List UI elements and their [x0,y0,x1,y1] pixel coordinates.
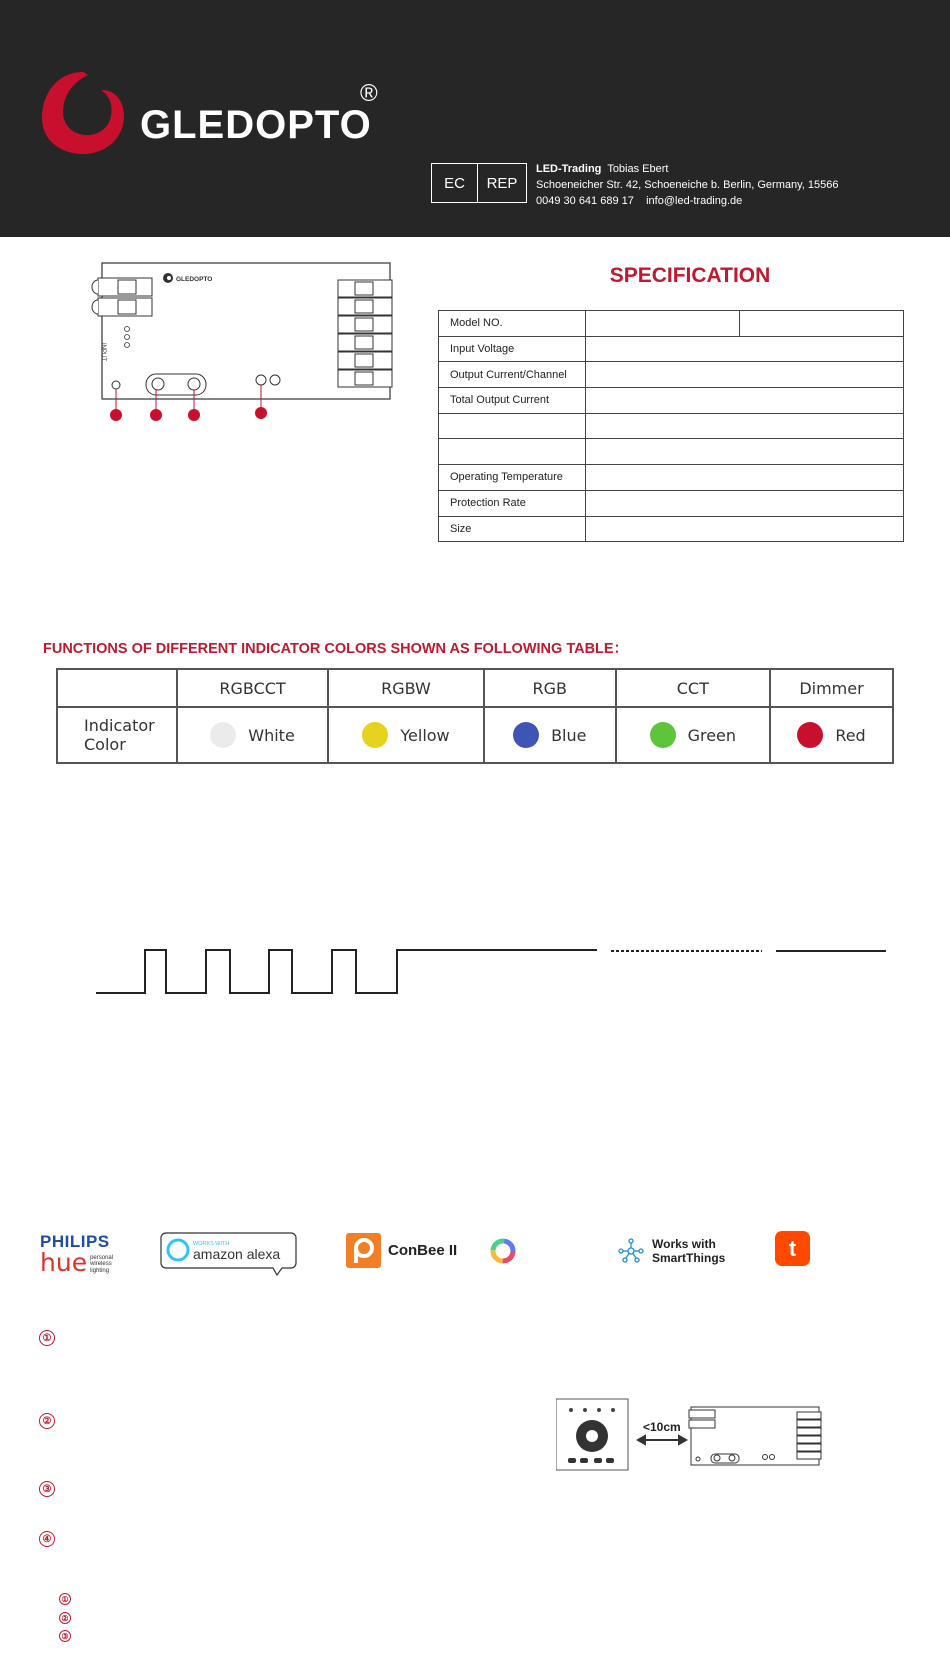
table-corner [57,669,177,707]
yellow-dot-icon [362,722,388,748]
step-number-4: ④ [39,1531,55,1547]
table-row [439,439,904,465]
controller-device-diagram [90,258,410,428]
color-cell [177,707,328,763]
color-name: Yellow [400,725,450,745]
specification-table [438,310,904,542]
mode-header: RGBW [328,669,484,707]
spec-value [586,388,904,414]
controller-small-icon [689,1407,821,1465]
spec-label: Model NO. [439,311,586,337]
color-name: Green [687,725,737,745]
spec-value-extra [740,311,904,337]
table-row [57,707,893,763]
registered-mark: ® [360,80,378,107]
spec-label [439,439,586,465]
conbee-text: ConBee II [388,1242,458,1259]
table-header-row [57,669,893,707]
hue-tagline: personal [90,1254,114,1261]
smartthings-icon [618,1238,644,1264]
step-number-3: ③ [39,1481,55,1497]
white-dot-icon [210,722,236,748]
spec-value [586,311,740,337]
sensor-icon [270,375,280,385]
ec-rep-info [536,161,838,209]
alexa-small-text: WORKS WITH [193,1241,230,1247]
spec-label: Total Output Current [439,388,586,414]
mode-header: Dimmer [770,669,893,707]
ec-label: EC [432,164,478,202]
color-name: White [248,725,295,745]
green-dot-icon [650,722,676,748]
red-dot-icon [797,722,823,748]
table-row [439,311,904,337]
table-row [439,465,904,491]
rep-label: REP [486,174,518,192]
spec-label: Size [439,516,586,542]
spec-value [586,516,904,542]
table-row [439,413,904,439]
indicator-color-table [56,668,894,764]
mode-header: RGB [484,669,616,707]
rep-company: LED-Trading [536,163,602,175]
input-label: INPUT [100,343,106,361]
substep-number-2: ② [59,1612,71,1624]
pairing-distance-label: <10cm [643,1420,681,1434]
table-row [439,516,904,542]
spec-label: Operating Temperature [439,465,586,491]
spec-label: Input Voltage [439,336,586,362]
mode-header: CCT [616,669,770,707]
button-left-icon [152,378,164,390]
gledopto-logo-icon [38,68,128,158]
philips-word: PHILIPS [40,1232,110,1251]
compatibility-logos [0,1225,950,1285]
indicator-led-icon [112,381,120,389]
pairing-distance-diagram [556,1398,826,1472]
color-cell [770,707,893,763]
smartthings-logo [618,1237,725,1265]
ec-rep-box [431,163,527,203]
device-logo-icon [163,273,173,283]
spec-value [586,490,904,516]
hue-word: hue [40,1248,88,1277]
brand-name: GLEDOPTO [140,103,372,147]
remote-panel-icon [556,1399,628,1470]
rep-person: Tobias Ebert [607,163,669,175]
button-right-icon [188,378,200,390]
spec-value [586,413,904,439]
color-name: Red [835,725,866,745]
color-name: Blue [551,725,587,745]
color-cell [484,707,616,763]
color-cell [328,707,484,763]
hue-tagline: wireless [90,1261,112,1267]
amazon-alexa-logo [160,1231,298,1277]
spec-label: Output Current/Channel [439,362,586,388]
step-number-1: ① [39,1330,55,1346]
row-label: Indicator Color [57,707,177,763]
conbee-logo [346,1233,457,1268]
rep-email: info@led-trading.de [646,195,743,207]
smartthings-line1: Works with [652,1237,716,1251]
rep-phone: 0049 30 641 689 17 [536,195,634,207]
spec-label: Protection Rate [439,490,586,516]
alexa-text: amazon alexa [193,1246,281,1262]
spec-value [586,362,904,388]
blue-dot-icon [513,722,539,748]
philips-hue-logo [40,1232,114,1277]
table-row [439,362,904,388]
substep-number-3: ③ [59,1630,71,1642]
device-brand: GLEDOPTO [176,276,213,283]
smartthings-line2: SmartThings [652,1251,726,1265]
hue-tagline: lighting [90,1267,110,1274]
header-banner [0,0,950,237]
signal-waveform-diagram [94,940,894,1000]
specification-title: SPECIFICATION [609,264,771,287]
output-terminals [338,280,392,387]
color-ring-logo-icon [489,1237,517,1265]
sensor-icon [256,375,266,385]
spec-value [586,465,904,491]
spec-value [586,336,904,362]
table-row [439,490,904,516]
functions-heading: FUNCTIONS OF DIFFERENT INDICATOR COLORS SHOWN AS FOLLOWING TABLE： [43,641,629,657]
conbee-icon [346,1233,381,1268]
spec-value [586,439,904,465]
step-number-2: ② [39,1413,55,1429]
table-row [439,336,904,362]
rep-address: Schoeneicher Str. 42, Schoeneiche b. Berlin, Germany, 15566 [536,179,839,191]
spec-label [439,413,586,439]
double-arrow-icon [638,1436,686,1444]
mode-header: RGBCCT [177,669,328,707]
table-row [439,388,904,414]
tuya-logo-icon: t [775,1231,810,1266]
substep-number-1: ① [59,1593,71,1605]
color-cell [616,707,770,763]
